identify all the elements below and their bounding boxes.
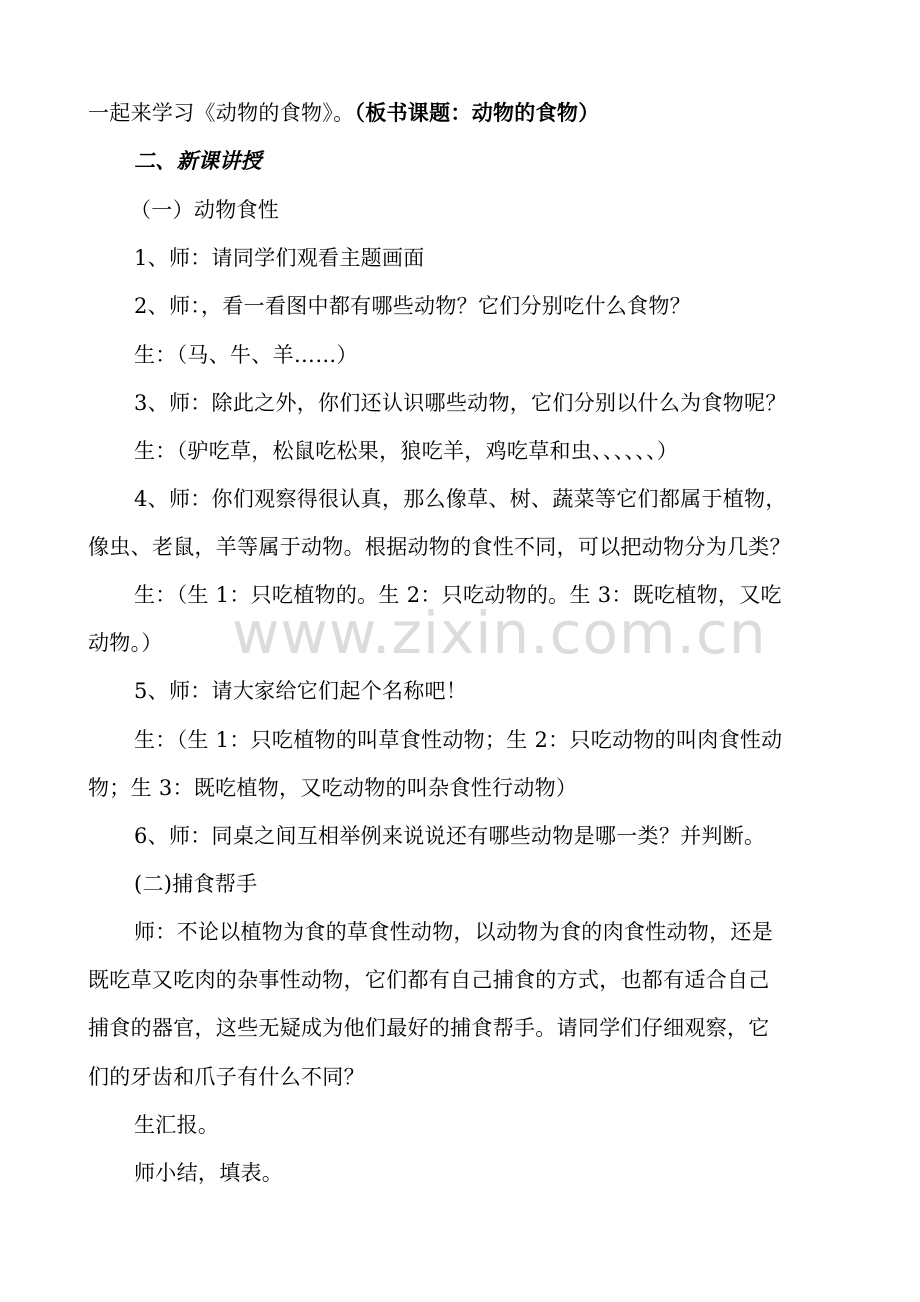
paragraph-line: 6、师：同桌之间互相举例来说说还有哪些动物是哪一类？并判断。 [134, 824, 766, 848]
paragraph-line: 生：（驴吃草，松鼠吃松果，狼吃羊，鸡吃草和虫、、、、、、） [134, 439, 679, 463]
paragraph-line: 捕食的器官，这些无疑成为他们最好的捕食帮手。请同学们仔细观察，它 [88, 1016, 770, 1040]
board-title: （板书课题：动物的食物） [354, 100, 600, 125]
section-heading: 二、新课讲授 [134, 148, 262, 173]
paragraph-line: 们的牙齿和爪子有什么不同？ [88, 1065, 365, 1089]
paragraph-line: 5、师：请大家给它们起个名称吧！ [134, 679, 468, 703]
paragraph-line: 生：（生 1：只吃植物的叫草食性动物；生 2：只吃动物的叫肉食性动 [134, 728, 783, 752]
watermark: www.zixin.com.cn [232, 599, 767, 667]
paragraph-line: 2、师：，看一看图中都有哪些动物？它们分别吃什么食物？ [134, 294, 691, 318]
paragraph-line: 师：不论以植物为食的草食性动物，以动物为食的肉食性动物，还是 [134, 920, 773, 944]
paragraph-line: 1、师：请同学们观看主题画面 [134, 246, 425, 270]
paragraph-line: 既吃草又吃肉的杂事性动物，它们都有自己捕食的方式，也都有适合自己 [88, 968, 770, 992]
paragraph-line: 生：（生 1：只吃植物的。生 2：只吃动物的。生 3：既吃植物，又吃 [134, 583, 782, 607]
paragraph-line [88, 98, 600, 128]
subsection-heading: (二)捕食帮手 [134, 872, 258, 896]
paragraph-line: 师小结，填表。 [134, 1161, 284, 1185]
paragraph-line: 4、师：你们观察得很认真，那么像草、树、蔬菜等它们都属于植物， [134, 487, 787, 511]
intro-text: 一起来学习《动物的食物》。 [88, 101, 355, 125]
paragraph-line: 生汇报。 [134, 1113, 220, 1137]
paragraph-line: 3、师：除此之外，你们还认识哪些动物，它们分别以什么为食物呢？ [134, 391, 787, 415]
paragraph-line: 像虫、老鼠，羊等属于动物。根据动物的食性不同，可以把动物分为几类？ [88, 535, 791, 559]
paragraph-line: 生：（马、牛、羊……） [134, 343, 358, 367]
paragraph-line: 物；生 3：既吃植物，又吃动物的叫杂食性行动物） [88, 776, 578, 800]
paragraph-line: 动物。） [88, 631, 163, 655]
subsection-heading: （一）动物食性 [130, 198, 280, 222]
